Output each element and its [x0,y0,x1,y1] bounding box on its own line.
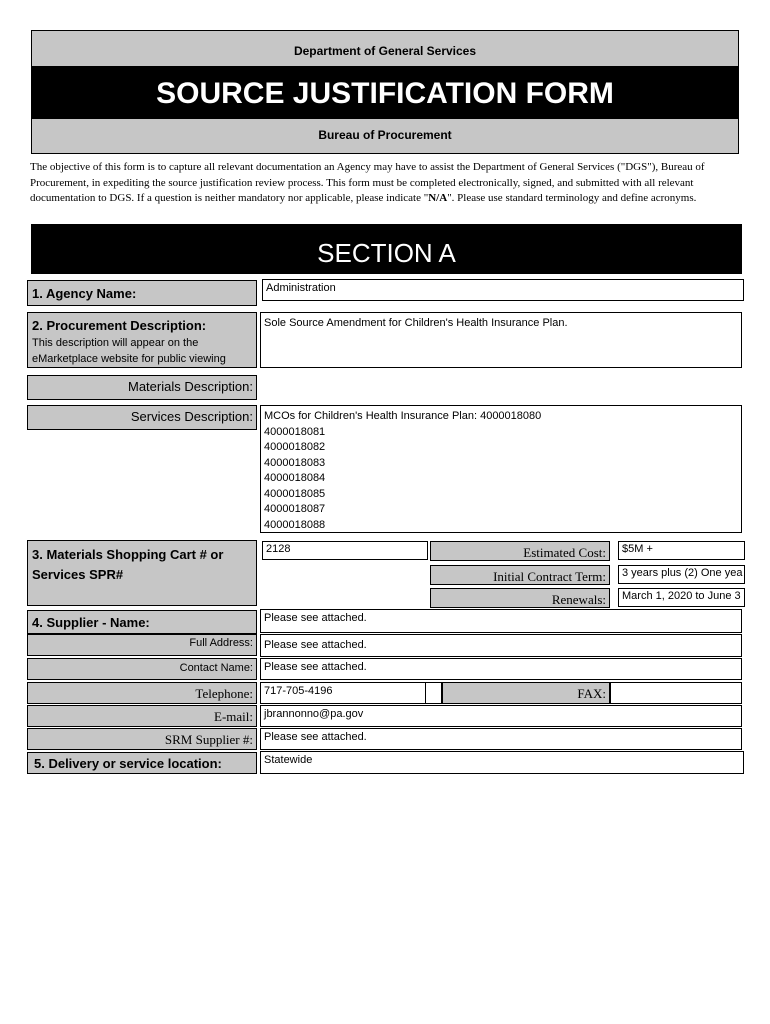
fax-field[interactable] [610,682,742,704]
email-field[interactable]: jbrannonno@pa.gov [260,705,742,727]
initial-contract-term-field[interactable]: 3 years plus (2) One yea [618,565,745,584]
contact-name-field[interactable]: Please see attached. [260,658,742,680]
bureau-name: Bureau of Procurement [318,128,452,142]
telephone-field[interactable]: 717-705-4196 [260,682,426,704]
services-line: 4000018081 [264,425,326,438]
section-a-title: SECTION A [31,224,742,274]
estimated-cost-label: Estimated Cost: [430,541,610,561]
full-address-field[interactable]: Please see attached. [260,634,742,657]
services-line: MCOs for Children's Health Insurance Plan: 4000018080 [264,410,542,422]
procurement-description-label [27,312,257,368]
email-label: E-mail: [27,705,257,727]
shopping-cart-field[interactable]: 2128 [262,541,428,560]
full-address-label: Full Address: [27,634,257,656]
supplier-name-label: 4. Supplier - Name: [27,610,257,634]
materials-description-label: Materials Description: [27,375,257,400]
services-line: 4000018088 [264,518,326,531]
shopping-cart-label [27,540,257,606]
services-line: 4000018083 [264,456,326,469]
shopping-cart-label-line-2: Services SPR# [32,567,124,582]
fax-label: FAX: [442,682,610,704]
na-emphasis: N/A [428,192,448,204]
telephone-spacer [426,682,442,704]
delivery-location-label: 5. Delivery or service location: [27,752,257,774]
services-description-field[interactable] [260,405,742,533]
department-name: Department of General Services [293,44,477,58]
services-description-label: Services Description: [27,405,257,430]
shopping-cart-label-line-1: 3. Materials Shopping Cart # or [32,547,224,562]
agency-name-field[interactable]: Administration [262,279,744,301]
procurement-description-field[interactable]: Sole Source Amendment for Children's Health Insurance Plan. [260,312,742,368]
materials-description-field[interactable] [260,375,742,400]
services-line: 4000018087 [264,503,326,515]
estimated-cost-field[interactable]: $5M + [618,541,745,560]
telephone-label: Telephone: [27,682,257,704]
renewals-field[interactable]: March 1, 2020 to June 3 [618,588,745,607]
supplier-name-field[interactable]: Please see attached. [260,609,742,633]
renewals-label: Renewals: [430,588,610,608]
srm-supplier-label: SRM Supplier #: [27,728,257,750]
delivery-location-field[interactable]: Statewide [260,751,744,774]
procurement-note-line-1: This description will appear on the [32,337,199,349]
intro-paragraph: The objective of this form is to capture all relevant documentation an Agency may have to assist the Department of General Services ("DGS"), Bureau of Procurement, in expediting the source justification review process. This form must be completed electronically, signed, and submitted with all relevant documentation to DGS. If a question is neither mandatory nor applicable, please indicate "N/A". Please use standard terminology and define acronyms. [30,161,705,204]
services-line: 4000018085 [264,487,326,500]
srm-supplier-field[interactable]: Please see attached. [260,728,742,750]
initial-contract-term-label: Initial Contract Term: [430,565,610,585]
services-line: 4000018082 [264,441,326,453]
form-title: SOURCE JUSTIFICATION FORM [32,66,738,119]
procurement-note-line-2: eMarketplace website for public viewing [32,353,226,365]
contact-name-label: Contact Name: [27,658,257,680]
agency-name-label: 1. Agency Name: [27,280,257,306]
services-line: 4000018084 [264,472,326,484]
procurement-description-title: 2. Procurement Description: [32,318,207,333]
